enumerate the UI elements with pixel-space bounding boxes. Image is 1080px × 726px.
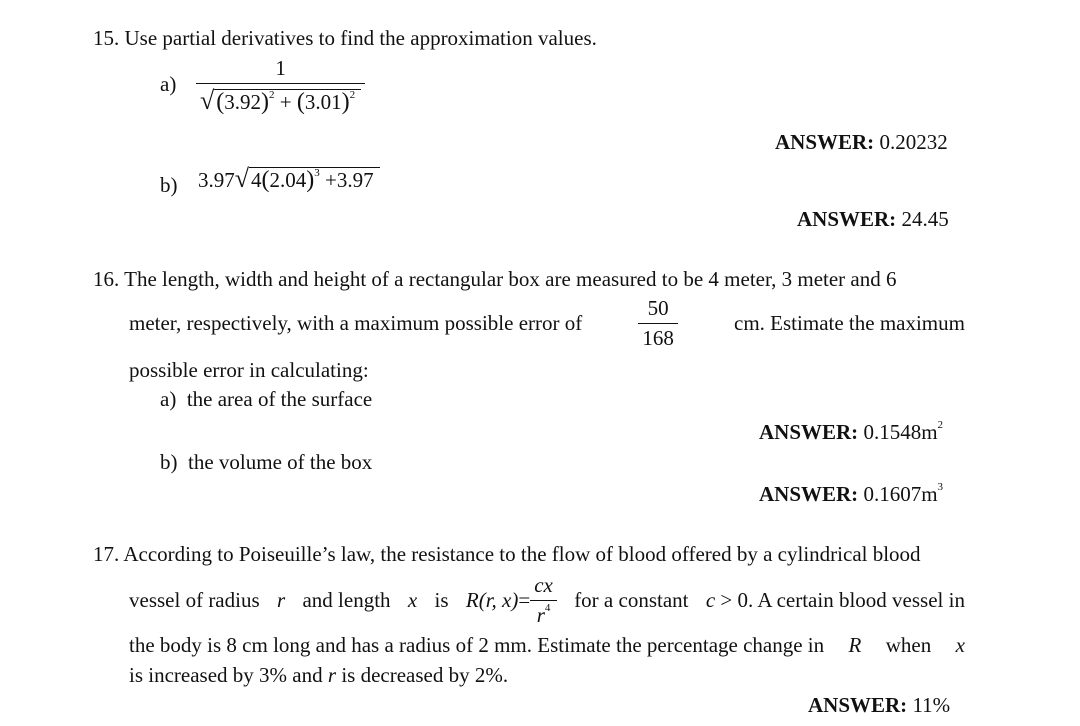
answer-label: ANSWER: [797,207,897,231]
q15b-answer [797,207,949,232]
q16-fraction: $\frac{50}{168}$ [638,296,678,351]
q15a-radicand: $(3.92)^2 + (3.01)^2$ [214,89,361,114]
sqrt-icon: √ [234,164,250,193]
q16a-label: a) [160,387,177,411]
answer-value: 11% [912,693,951,717]
q15-number: 15. [93,26,120,50]
q16a-answer: ANSWER: $0.1548m^2$ [759,419,944,444]
q16b-item [160,450,372,475]
q16a-item [160,387,372,412]
q17-answer [808,693,950,718]
answer-label: ANSWER: [759,420,859,444]
q15-heading [93,26,597,51]
q17-line1: 17. According to Poiseuille’s law, the resistance to the flow of blood offered by a cylindrical blood [93,542,921,566]
q16a-text: the area of the surface [186,387,373,411]
answer-label: ANSWER: [808,693,908,717]
q15a-numerator: 1 [275,56,286,80]
q16-line2: meter, respectively, with a maximum possible error of $\frac{50}{168}$ cm. Estimate the maximum [129,296,965,350]
q16b-text: the volume of the box [188,450,373,474]
q17-line3: the body is 8 cm long and has a radius of 2 mm. Estimate the percentage change in R when x [129,633,965,657]
q15-text: Use partial derivatives to find the approximation values. [124,26,597,50]
q15a-label: a) [160,72,177,96]
q16-number: 16. [93,267,120,291]
q17-number: 17. [93,542,120,566]
q17-line2: vessel of radius r and length x is R (r, x) = $\frac{cx}{r^4}$ for a constant c > 0. A certain blood vessel in [129,573,965,627]
q15b-coefficient: 3.97 [198,168,235,192]
answer-label: ANSWER: [775,130,875,154]
q17-line4: is increased by 3% and r is decreased by 2%. [129,663,509,687]
answer-value: 24.45 [901,207,949,231]
answer-value: 0.1548m [863,420,938,444]
answer-value: 0.20232 [879,130,948,154]
q15a-fraction [196,56,365,116]
q16b-label: b) [160,450,178,474]
q15a-answer [775,130,948,155]
q16-line1: 16. The length, width and height of a rectangular box are measured to be 4 meter, 3 meter and 6 [93,267,897,291]
answer-label: ANSWER: [759,482,859,506]
answer-value: 0.1607m [863,482,938,506]
sqrt-icon: √ [200,86,215,115]
q16b-answer: ANSWER: $0.1607m^3$ [759,481,944,506]
q15b-expression [198,164,380,194]
q15a-expression [196,56,365,116]
q15a-denominator [196,84,365,116]
q15b-label: b) [160,173,178,197]
q17-formula: R (r, x) = $\frac{cx}{r^4}$ [466,573,557,628]
q16-line3: possible error in calculating: [129,358,369,382]
q15b-radicand: $4(2.04)^3 +3.97$ [249,167,380,192]
